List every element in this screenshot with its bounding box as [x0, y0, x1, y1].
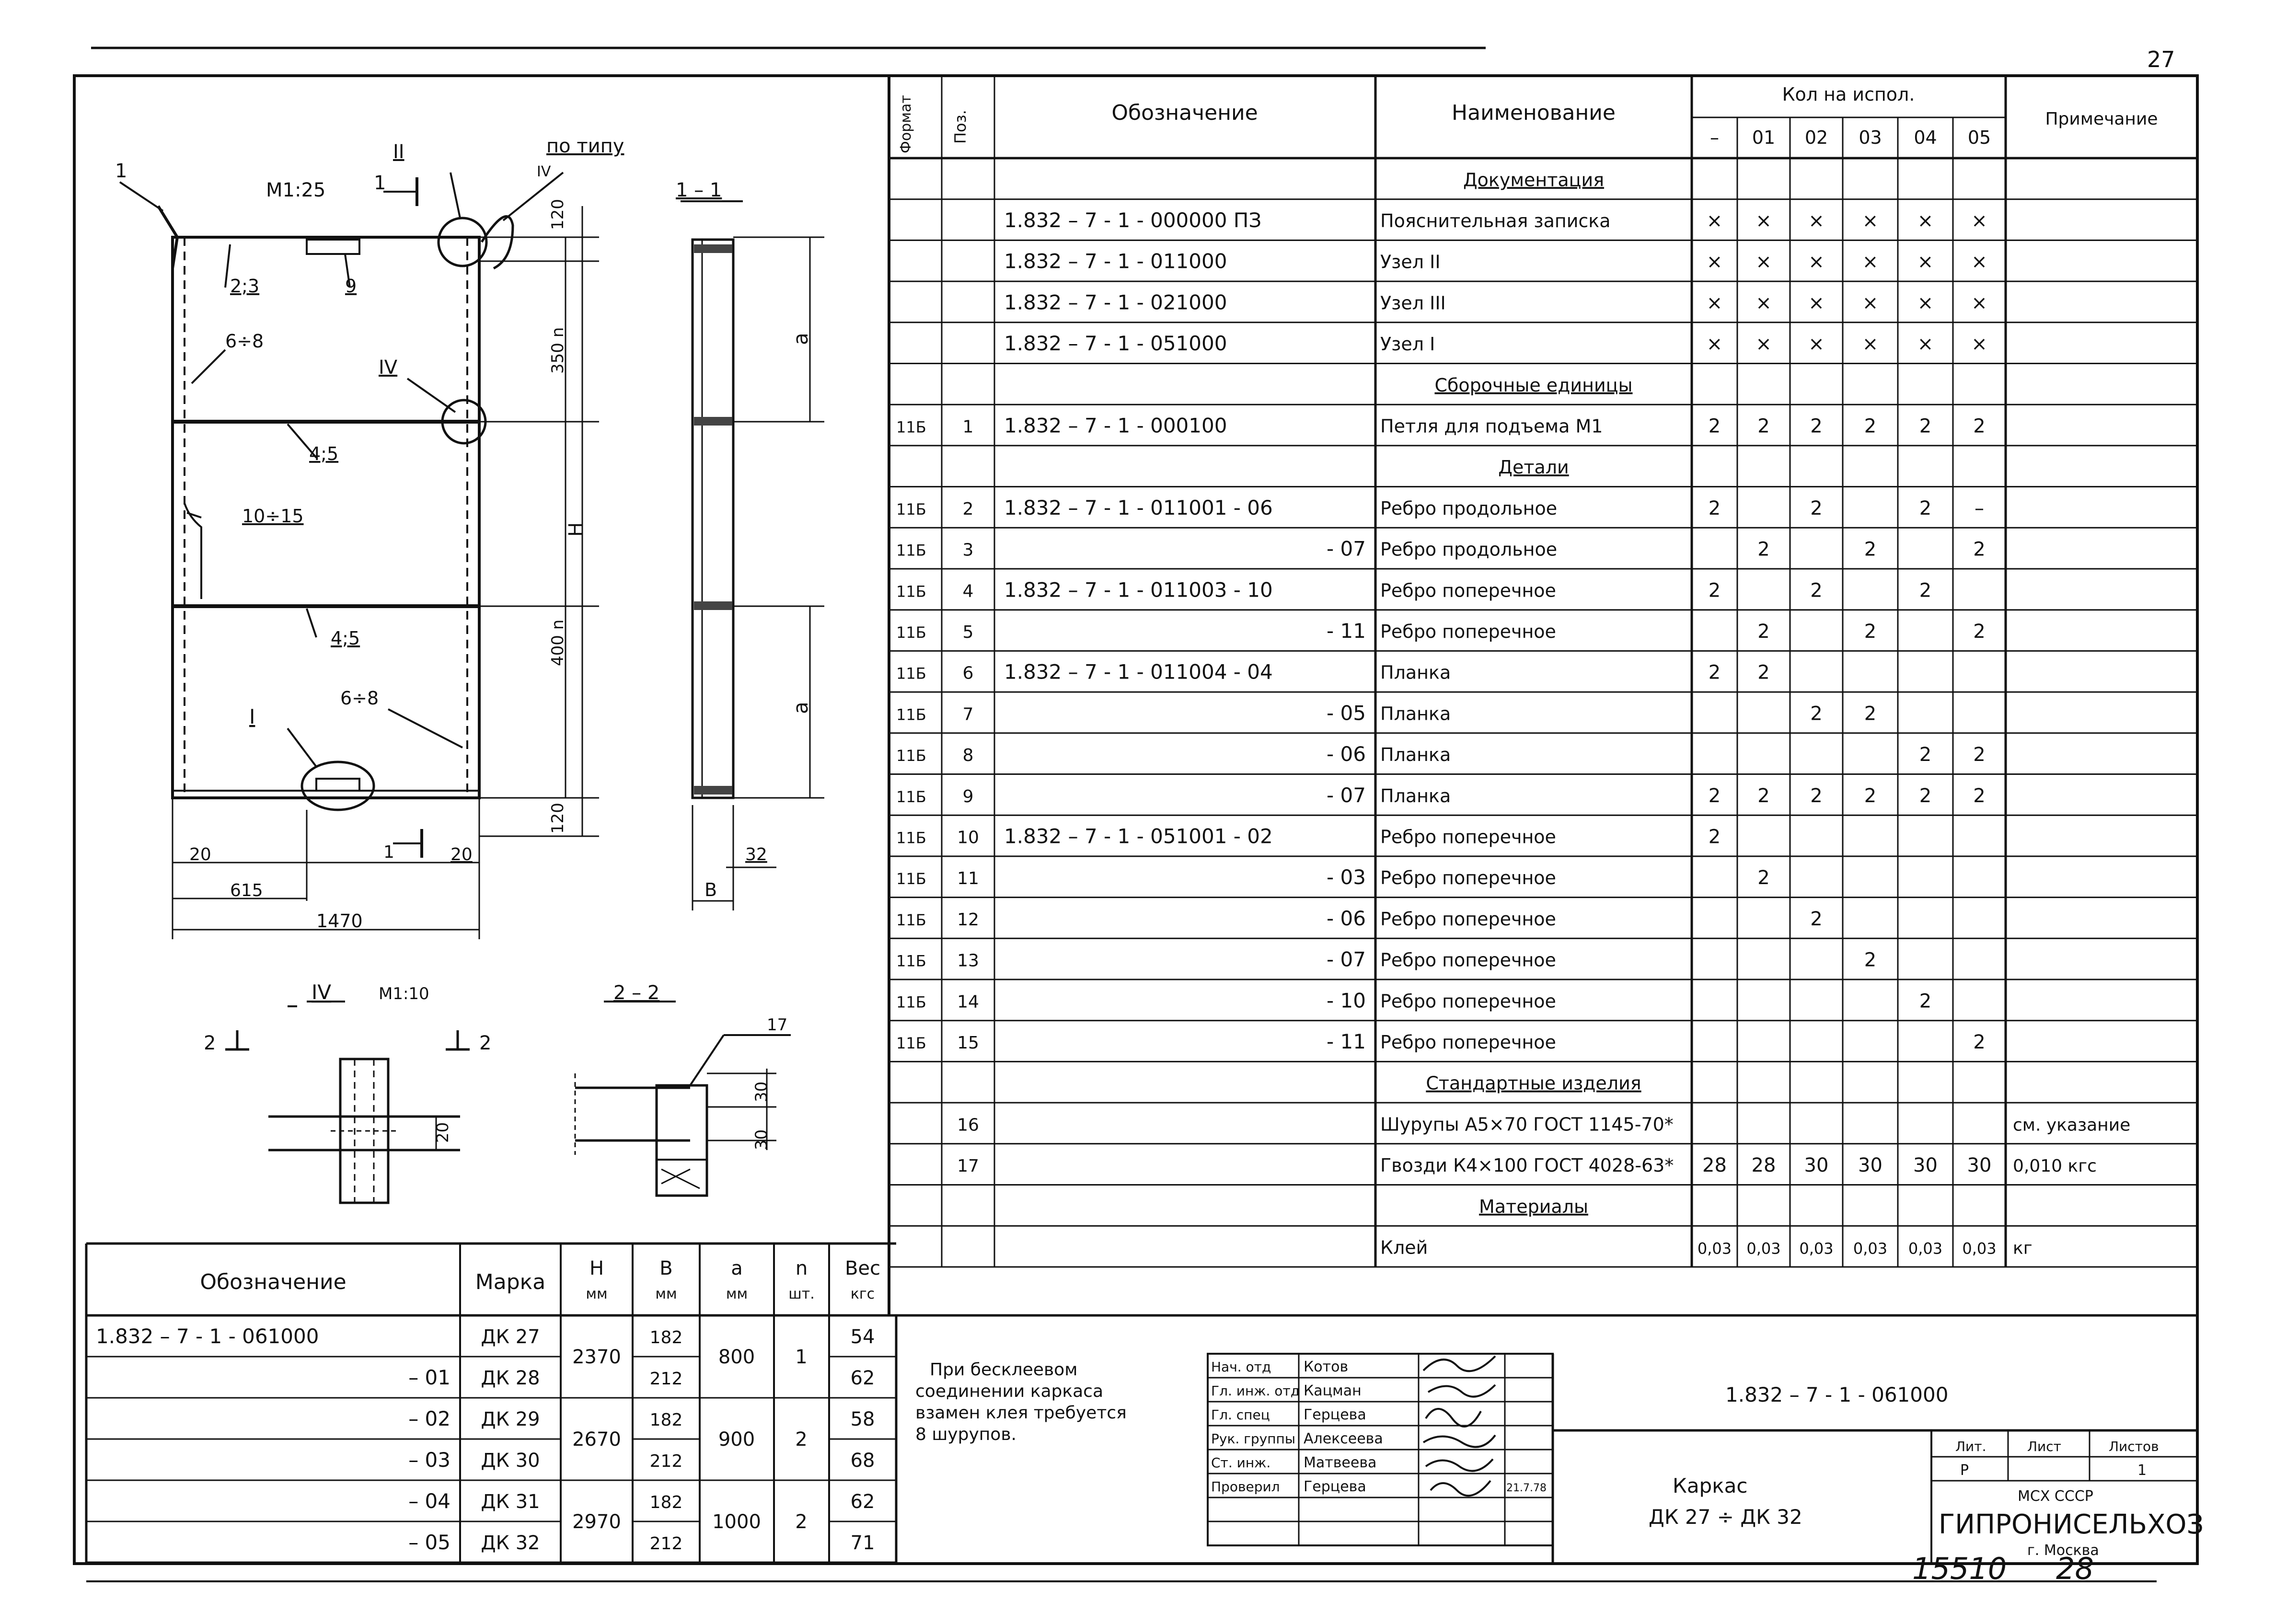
spec-row-format: 11Б: [896, 993, 926, 1012]
pos-label-4-5-top: 4;5: [309, 443, 339, 464]
spec-row-pos: 4: [962, 581, 974, 601]
variants-row-b: 212: [649, 1369, 683, 1389]
dim-H: Н: [565, 522, 587, 537]
spec-row-qty: ×: [1862, 209, 1879, 232]
pos-label-17: 17: [767, 1015, 788, 1035]
spec-row-qty: 2: [1919, 415, 1932, 438]
spec-row-qty: ×: [1862, 251, 1879, 273]
variants-row-a: 900: [718, 1428, 755, 1451]
title-line-1: Каркас: [1673, 1474, 1748, 1497]
org-line-3: г. Москва: [2027, 1542, 2099, 1559]
spec-row-format: 11Б: [896, 952, 926, 970]
spec-row-qty: 2: [1708, 784, 1721, 807]
spec-row-name: Узел I: [1380, 334, 1435, 355]
spec-row-qty: 30: [1858, 1154, 1882, 1177]
spec-row-qty: ×: [1808, 292, 1825, 314]
spec-row-name: Шурупы А5×70 ГОСТ 1145-70*: [1380, 1114, 1674, 1135]
spec-row-designation: - 10: [1327, 989, 1366, 1013]
section-mark-1-bottom: 1: [383, 842, 394, 862]
variants-row-mark: ДК 27: [481, 1326, 540, 1348]
stage-label-listov: Листов: [2109, 1439, 2159, 1454]
spec-row-qty: 28: [1751, 1154, 1776, 1177]
signature-scribble: [1431, 1481, 1490, 1496]
variants-row-mark: ДК 30: [481, 1450, 540, 1472]
spec-row-qty: 2: [1919, 990, 1932, 1013]
spec-row-note: см. указание: [2013, 1115, 2131, 1135]
sig-role-5: Ст. инж.: [1211, 1455, 1271, 1471]
sig-name-2: Кацман: [1304, 1382, 1362, 1399]
spec-row-qty: 2: [1757, 415, 1770, 438]
pos-label-9: 9: [345, 276, 357, 297]
spec-row-pos: 7: [962, 704, 974, 725]
pos-label-4-5-bot: 4;5: [331, 628, 360, 649]
spec-row-qty: 2: [1864, 620, 1877, 643]
section-mark-2-right: 2: [479, 1032, 492, 1054]
spec-row-qty: ×: [1706, 209, 1723, 232]
dim-120-bot: 120: [548, 803, 567, 834]
variants-header: n шт.: [788, 1257, 815, 1302]
spec-row-qty: 28: [1702, 1154, 1727, 1177]
frame-drawing: [120, 67, 824, 1203]
section-22-label: 2 – 2: [613, 982, 660, 1004]
spec-row-qty: ×: [1755, 333, 1772, 356]
spec-row-format: 11Б: [896, 870, 926, 888]
spec-header-qty-col: 01: [1752, 127, 1776, 148]
variants-row-mark: ДК 32: [481, 1532, 540, 1554]
dim-32: 32: [745, 845, 767, 864]
spec-row-name: Документация: [1463, 169, 1605, 191]
spec-row-qty: ×: [1808, 209, 1825, 232]
variants-row-a: 1000: [712, 1511, 761, 1533]
spec-row-name: Стандартные изделия: [1426, 1072, 1641, 1094]
title-code: 1.832 – 7 - 1 - 061000: [1725, 1383, 1949, 1406]
spec-row-name: Клей: [1380, 1237, 1428, 1258]
title-line-2: ДК 27 ÷ ДК 32: [1649, 1505, 1802, 1529]
spec-row-qty: 2: [1708, 579, 1721, 602]
sig-name-4: Алексеева: [1304, 1430, 1383, 1447]
spec-header-note: Примечание: [2045, 109, 2158, 129]
spec-row-format: 11Б: [896, 541, 926, 560]
spec-row-qty: ×: [1706, 333, 1723, 356]
sig-name-1: Котов: [1304, 1359, 1349, 1375]
spec-row-designation: - 06: [1327, 906, 1366, 930]
spec-row-name: Ребро поперечное: [1380, 580, 1556, 601]
spec-row-name: Планка: [1380, 785, 1451, 806]
variants-row-mark: ДК 31: [481, 1491, 540, 1513]
spec-row-qty: ×: [1971, 292, 1987, 314]
spec-row-format: 11Б: [896, 418, 926, 437]
spec-row-qty: 2: [1919, 744, 1932, 766]
spec-row-designation: 1.832 – 7 - 1 - 011004 - 04: [1004, 660, 1273, 684]
spec-row-pos: 8: [962, 746, 974, 766]
spec-row-name: Узел III: [1380, 292, 1446, 314]
spec-row-format: 11Б: [896, 664, 926, 683]
spec-row-qty: 30: [1913, 1154, 1938, 1177]
sig-role-3: Гл. спец: [1211, 1407, 1270, 1423]
stage-label-lit: Лит.: [1955, 1439, 1986, 1454]
spec-row-name: Узел II: [1380, 251, 1441, 273]
spec-row-pos: 11: [957, 869, 979, 889]
spec-row-format: 11Б: [896, 582, 926, 601]
variants-row-designation: – 01: [408, 1366, 450, 1389]
dim-1470: 1470: [316, 910, 363, 932]
spec-row-qty: ×: [1755, 292, 1772, 314]
spec-header-qty-col: 03: [1859, 127, 1882, 148]
spec-row-pos: 1: [962, 417, 974, 437]
spec-row-pos: 14: [957, 992, 979, 1012]
spec-row-name: Ребро поперечное: [1380, 621, 1556, 642]
spec-row-qty: 2: [1919, 579, 1932, 602]
spec-row-qty: ×: [1917, 292, 1934, 314]
spec-row-name: Ребро поперечное: [1380, 826, 1556, 848]
spec-row-qty: ×: [1862, 292, 1879, 314]
spec-row-qty: 2: [1919, 784, 1932, 807]
variants-row-n: 2: [795, 1428, 808, 1451]
spec-row-designation: - 07: [1327, 947, 1366, 971]
spec-row-qty: 2: [1757, 784, 1770, 807]
spec-row-name: Ребро поперечное: [1380, 1031, 1556, 1053]
spec-row-qty: 2: [1810, 703, 1823, 725]
sig-date: 21.7.78: [1506, 1482, 1547, 1494]
sig-role-1: Нач. отд: [1211, 1359, 1271, 1375]
variants-header: Обозначение: [200, 1270, 346, 1294]
spec-row-name: Гвозди К4×100 ГОСТ 4028-63*: [1380, 1155, 1674, 1176]
stage-value-lit: Р: [1960, 1462, 1969, 1479]
spec-row-pos: 10: [957, 828, 979, 848]
spec-header-qty-group: Кол на испол.: [1782, 84, 1915, 105]
spec-row-qty: ×: [1917, 251, 1934, 273]
variants-row-b: 182: [649, 1410, 683, 1430]
spec-row-pos: 12: [957, 910, 979, 930]
signature-scribble: [1428, 1385, 1495, 1397]
spec-row-name: Планка: [1380, 662, 1451, 683]
note-line-1: При бесклеевом: [930, 1360, 1078, 1380]
spec-row-qty: 2: [1864, 538, 1877, 561]
spec-row-note: кг: [2013, 1238, 2032, 1258]
spec-row-format: 11Б: [896, 705, 926, 724]
spec-header-qty-col: 04: [1914, 127, 1937, 148]
spec-row-qty: ×: [1917, 333, 1934, 356]
callout-po-tipu: IV: [537, 163, 551, 180]
section-mark-1-top: 1: [374, 172, 386, 194]
spec-row-qty: ×: [1808, 333, 1825, 356]
variants-row-designation: – 05: [408, 1531, 450, 1554]
spec-row-pos: 3: [962, 540, 974, 560]
spec-row-name: Материалы: [1479, 1196, 1588, 1217]
scale-detail-label: М1:10: [379, 984, 429, 1003]
org-line-1: МСХ СССР: [2018, 1488, 2093, 1505]
section-mark-2-left: 2: [204, 1032, 216, 1054]
variants-row-weight: 62: [850, 1491, 875, 1513]
variants-row-designation: 1.832 – 7 - 1 - 061000: [96, 1325, 319, 1348]
spec-row-designation: 1.832 – 7 - 1 - 011003 - 10: [1004, 578, 1273, 602]
variants-row-weight: 62: [850, 1367, 875, 1389]
spec-row-qty: 0,03: [1853, 1239, 1888, 1258]
spec-row-qty: ×: [1971, 333, 1987, 356]
spec-row-qty: 2: [1757, 867, 1770, 889]
pos-label-6-8-bot: 6÷8: [340, 688, 379, 709]
spec-row-pos: 5: [962, 622, 974, 642]
variants-row-h: 2970: [572, 1511, 621, 1533]
dim-615: 615: [230, 881, 263, 900]
callout-1: 1: [115, 160, 127, 182]
variants-row-designation: – 03: [408, 1448, 450, 1472]
variants-row-h: 2670: [572, 1428, 621, 1451]
spec-header-name: Наименование: [1452, 101, 1616, 125]
spec-row-qty: –: [1975, 497, 1984, 519]
variants-table: [96, 1257, 880, 1554]
spec-row-qty: 2: [1708, 497, 1721, 519]
spec-row-qty: 0,03: [1908, 1239, 1943, 1258]
section-11-label: 1 – 1: [676, 179, 722, 201]
spec-row-name: Детали: [1498, 457, 1569, 478]
spec-row-pos: 16: [957, 1115, 979, 1135]
spec-row-name: Ребро продольное: [1380, 539, 1558, 560]
variants-header: В мм: [655, 1257, 677, 1302]
stage-label-list: Лист: [2027, 1439, 2061, 1454]
spec-row-name: Ребро поперечное: [1380, 867, 1556, 889]
spec-row-qty: 2: [1810, 784, 1823, 807]
spec-row-format: 11Б: [896, 747, 926, 765]
spec-row-qty: 2: [1864, 703, 1877, 725]
spec-row-qty: 2: [1864, 784, 1877, 807]
spec-row-name: Пояснительная записка: [1380, 210, 1611, 231]
spec-row-note: 0,010 кгс: [2013, 1156, 2097, 1176]
spec-row-qty: 2: [1864, 949, 1877, 971]
dim-30-top: 30: [752, 1081, 771, 1102]
spec-row-designation: - 05: [1327, 701, 1366, 725]
signature-scribble: [1423, 1356, 1495, 1371]
spec-row-name: Петля для подъема М1: [1380, 415, 1603, 437]
spec-row-name: Ребро поперечное: [1380, 908, 1556, 930]
spec-row-pos: 15: [957, 1033, 979, 1053]
spec-row-designation: - 11: [1327, 1029, 1366, 1053]
dim-400n: 400 n: [548, 619, 567, 666]
dim-20-right: 20: [450, 845, 473, 864]
dim-a-top: а: [789, 333, 812, 345]
variants-header: Н мм: [586, 1257, 608, 1302]
spec-header-qty-col: 05: [1967, 127, 1991, 148]
dim-20-left: 20: [189, 845, 211, 864]
spec-row-name: Ребро продольное: [1380, 497, 1558, 519]
callout-II: по типу: [546, 135, 624, 157]
dim-30-bot: 30: [752, 1129, 771, 1150]
signature-scribble: [1423, 1435, 1495, 1447]
spec-row-qty: 2: [1757, 620, 1770, 643]
variants-row-weight: 58: [850, 1408, 875, 1430]
spec-row-qty: 2: [1757, 538, 1770, 561]
spec-row-designation: 1.832 – 7 - 1 - 051000: [1004, 332, 1227, 356]
spec-header-qty-col: –: [1710, 127, 1719, 148]
variants-row-mark: ДК 29: [481, 1408, 540, 1430]
spec-table: [896, 84, 2158, 1258]
callout-IV: IV: [379, 357, 398, 379]
spec-row-qty: 2: [1757, 661, 1770, 684]
spec-header-format: Формат: [898, 95, 914, 153]
spec-row-qty: 30: [1967, 1154, 1992, 1177]
variants-row-weight: 54: [850, 1326, 875, 1348]
pos-label-2-3: 2;3: [230, 276, 260, 297]
spec-row-designation: - 06: [1327, 742, 1366, 766]
stage-value-listov: 1: [2137, 1462, 2147, 1479]
spec-header-designation: Обозначение: [1111, 101, 1258, 125]
sig-role-2: Гл. инж. отд: [1211, 1383, 1300, 1399]
spec-row-qty: 2: [1973, 1031, 1986, 1053]
note-block: [915, 1360, 1127, 1444]
spec-row-qty: 2: [1708, 826, 1721, 848]
spec-header-pos: Поз.: [951, 110, 970, 144]
note-line-2: соединении каркаса: [915, 1382, 1104, 1401]
variants-header: Марка: [475, 1270, 546, 1294]
pos-label-6-8-top: 6÷8: [225, 331, 264, 352]
spec-row-designation: - 11: [1327, 619, 1366, 643]
variants-row-weight: 68: [850, 1450, 875, 1472]
spec-row-pos: 17: [957, 1156, 979, 1176]
sig-name-6: Герцева: [1304, 1478, 1366, 1495]
signature-scribble: [1426, 1409, 1481, 1427]
spec-row-designation: 1.832 – 7 - 1 - 011000: [1004, 249, 1227, 273]
spec-row-qty: ×: [1755, 209, 1772, 232]
variants-row-b: 182: [649, 1328, 683, 1348]
spec-row-qty: 0,03: [1697, 1239, 1732, 1258]
variants-row-mark: ДК 28: [481, 1367, 540, 1389]
pos-label-10-15: 10÷15: [242, 506, 304, 527]
spec-row-qty: ×: [1755, 251, 1772, 273]
spec-row-format: 11Б: [896, 623, 926, 642]
variants-header: а мм: [726, 1257, 748, 1302]
spec-row-format: 11Б: [896, 1034, 926, 1052]
variants-row-a: 800: [718, 1346, 755, 1368]
spec-row-qty: 2: [1919, 497, 1932, 519]
sig-name-3: Герцева: [1304, 1406, 1366, 1423]
spec-row-designation: 1.832 – 7 - 1 - 000100: [1004, 414, 1227, 438]
spec-row-name: Сборочные единицы: [1434, 374, 1633, 396]
spec-row-designation: - 07: [1327, 783, 1366, 807]
spec-row-pos: 13: [957, 951, 979, 971]
spec-row-format: 11Б: [896, 829, 926, 847]
spec-row-qty: 2: [1810, 908, 1823, 930]
variants-row-weight: 71: [850, 1532, 875, 1554]
spec-row-format: 11Б: [896, 787, 926, 806]
spec-row-name: Планка: [1380, 744, 1451, 766]
spec-row-pos: 2: [962, 499, 974, 519]
spec-row-qty: 2: [1708, 661, 1721, 684]
spec-row-format: 11Б: [896, 910, 926, 929]
spec-row-qty: 2: [1973, 620, 1986, 643]
note-line-3: взамен клея требуется: [915, 1403, 1127, 1423]
sig-role-4: Рук. группы: [1211, 1431, 1295, 1447]
variants-row-n: 1: [795, 1346, 808, 1368]
spec-row-name: Планка: [1380, 703, 1451, 725]
spec-row-qty: 2: [1973, 538, 1986, 561]
variants-row-designation: – 02: [408, 1407, 450, 1430]
callout-I: I: [249, 705, 255, 728]
spec-row-qty: 0,03: [1799, 1239, 1834, 1258]
spec-row-pos: 9: [962, 786, 974, 806]
spec-row-qty: 0,03: [1962, 1239, 1997, 1258]
variants-row-h: 2370: [572, 1346, 621, 1368]
stamp-number-2: 28: [2056, 1551, 2094, 1586]
variants-row-b: 212: [649, 1451, 683, 1471]
dim-350n: 350 n: [548, 327, 567, 374]
spec-row-designation: 1.832 – 7 - 1 - 000000 ПЗ: [1004, 208, 1262, 232]
spec-row-qty: 2: [1973, 744, 1986, 766]
scale-main-label: М1:25: [266, 179, 326, 201]
spec-row-designation: - 07: [1327, 537, 1366, 561]
spec-row-qty: 2: [1864, 415, 1877, 438]
callout-III: II: [393, 141, 404, 163]
dim-120-top: 120: [548, 199, 567, 230]
spec-row-qty: ×: [1706, 251, 1723, 273]
spec-row-designation: 1.832 – 7 - 1 - 021000: [1004, 290, 1227, 314]
org-line-2: ГИПРОНИСЕЛЬХОЗ: [1939, 1509, 2204, 1540]
dim-a-bot: а: [789, 702, 812, 714]
spec-row-name: Ребро поперечное: [1380, 991, 1556, 1012]
spec-row-qty: ×: [1971, 251, 1987, 273]
title-block: [896, 1315, 2204, 1564]
spec-row-qty: 2: [1810, 497, 1823, 519]
spec-row-format: 11Б: [896, 500, 926, 518]
signature-scribble: [1426, 1459, 1493, 1471]
note-line-4: 8 шурупов.: [915, 1425, 1016, 1444]
spec-row-qty: ×: [1862, 333, 1879, 356]
view-IV-label: IV: [312, 980, 332, 1004]
stamp-number-1: 15510: [1912, 1551, 2007, 1586]
variants-row-b: 212: [649, 1534, 683, 1554]
spec-row-qty: 2: [1810, 415, 1823, 438]
sig-role-6: Проверил: [1211, 1479, 1280, 1495]
spec-row-qty: 2: [1810, 579, 1823, 602]
dim-20-detail: 20: [433, 1122, 452, 1143]
spec-row-pos: 6: [962, 663, 974, 683]
spec-row-designation: - 03: [1327, 865, 1366, 889]
page-number: 27: [2147, 46, 2175, 72]
variants-row-n: 2: [795, 1511, 808, 1533]
spec-row-qty: ×: [1971, 209, 1987, 232]
spec-row-qty: ×: [1706, 292, 1723, 314]
spec-row-designation: 1.832 – 7 - 1 - 011001 - 06: [1004, 495, 1273, 519]
spec-row-designation: 1.832 – 7 - 1 - 051001 - 02: [1004, 824, 1273, 848]
variants-row-designation: – 04: [408, 1489, 450, 1513]
spec-row-name: Ребро поперечное: [1380, 949, 1556, 971]
spec-row-qty: ×: [1917, 209, 1934, 232]
spec-row-qty: ×: [1808, 251, 1825, 273]
spec-row-qty: 2: [1708, 415, 1721, 438]
spec-row-qty: 0,03: [1746, 1239, 1781, 1258]
dim-B: В: [704, 879, 717, 900]
sig-name-5: Матвеева: [1304, 1454, 1377, 1471]
spec-row-qty: 30: [1804, 1154, 1829, 1177]
variants-header: Вес кгс: [844, 1257, 881, 1302]
spec-row-qty: 2: [1973, 415, 1986, 438]
spec-header-qty-col: 02: [1804, 127, 1828, 148]
variants-row-b: 182: [649, 1493, 683, 1512]
spec-row-qty: 2: [1973, 784, 1986, 807]
